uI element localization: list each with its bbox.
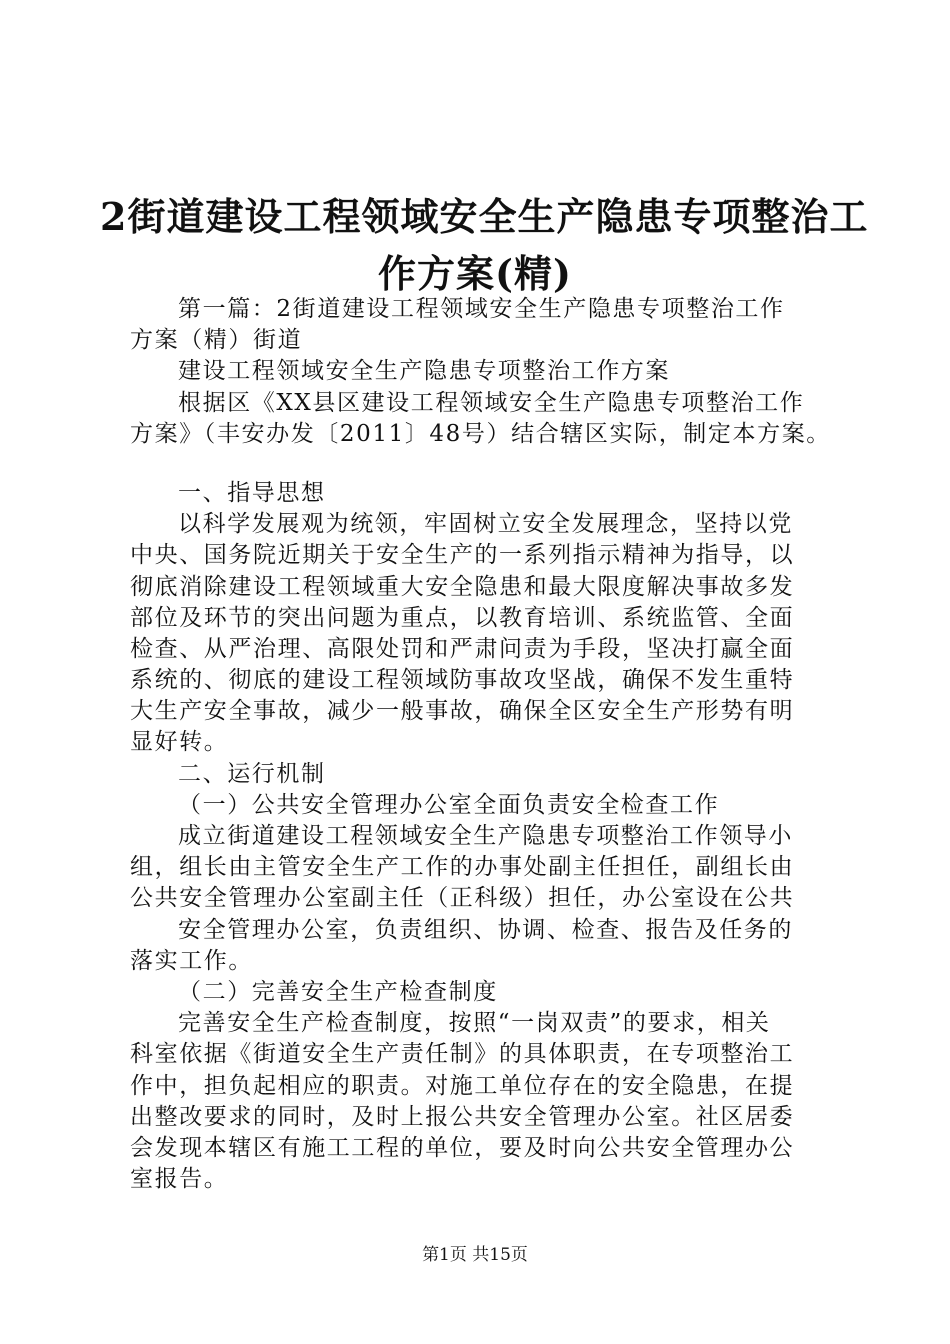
paragraph-line: 公共安全管理办公室副主任（正科级）担任，办公室设在公共 — [130, 885, 795, 912]
document-title-line-2: 作方案(精) — [378, 251, 572, 296]
paragraph-line: 以科学发展观为统领，牢固树立安全发展理念，坚持以党 — [178, 511, 793, 538]
paragraph-line: 科室依据《街道安全生产责任制》的具体职责，在专项整治工 — [130, 1041, 795, 1068]
section-heading: 一、指导思想 — [178, 479, 326, 506]
section-heading: 二、运行机制 — [178, 760, 326, 787]
paragraph-line: 方案》（丰安办发〔2011〕48号）结合辖区实际，制定本方案。 — [130, 420, 831, 447]
paragraph-line: 部位及环节的突出问题为重点，以教育培训、系统监管、全面 — [130, 604, 795, 631]
paragraph-line: 出整改要求的同时，及时上报公共安全管理办公室。社区居委 — [130, 1103, 795, 1130]
paragraph-line: 彻底消除建设工程领域重大安全隐患和最大限度解决事故多发 — [130, 573, 795, 600]
paragraph-line: 显好转。 — [130, 729, 229, 756]
paragraph-line: 室报告。 — [130, 1166, 229, 1193]
page-number-footer: 第1页 共15页 — [422, 1245, 528, 1265]
paragraph-line: 成立街道建设工程领域安全生产隐患专项整治工作领导小 — [178, 823, 793, 849]
paragraph-line: 组，组长由主管安全生产工作的办事处副主任担任，副组长由 — [130, 854, 795, 881]
paragraph-line: 建设工程领域安全生产隐患专项整治工作方案 — [178, 358, 670, 385]
subsection-heading: （二）完善安全生产检查制度 — [178, 978, 498, 1005]
blank-line — [130, 450, 840, 478]
paragraph-line: 作中，担负起相应的职责。对施工单位存在的安全隐患，在提 — [130, 1072, 795, 1099]
paragraph-line: 系统的、彻底的建设工程领域防事故攻坚战，确保不发生重特 — [130, 667, 795, 694]
paragraph-line: 第一篇：2街道建设工程领域安全生产隐患专项整治工作 — [178, 296, 785, 322]
paragraph-line: 落实工作。 — [130, 947, 253, 974]
document-body — [130, 294, 840, 1195]
paragraph-line: 方案（精）街道 — [130, 327, 303, 354]
paragraph-line: 根据区《XX县区建设工程领域安全生产隐患专项整治工作 — [178, 389, 805, 416]
paragraph-line: 大生产安全事故，减少一般事故，确保全区安全生产形势有明 — [130, 698, 795, 725]
paragraph-line: 检查、从严治理、高限处罚和严肃问责为手段，坚决打赢全面 — [130, 635, 795, 662]
subsection-heading: （一）公共安全管理办公室全面负责安全检查工作 — [178, 791, 720, 818]
paragraph-line: 安全管理办公室，负责组织、协调、检查、报告及任务的 — [178, 916, 793, 943]
paragraph-line: 会发现本辖区有施工工程的单位，要及时向公共安全管理办公 — [130, 1134, 795, 1161]
paragraph-line: 中央、国务院近期关于安全生产的一系列指示精神为指导，以 — [130, 542, 795, 569]
document-title-line-1: 2街道建设工程领域安全生产隐患专项整治工 — [100, 194, 869, 239]
paragraph-line: 完善安全生产检查制度，按照“一岗双责”的要求，相关 — [178, 1010, 771, 1037]
